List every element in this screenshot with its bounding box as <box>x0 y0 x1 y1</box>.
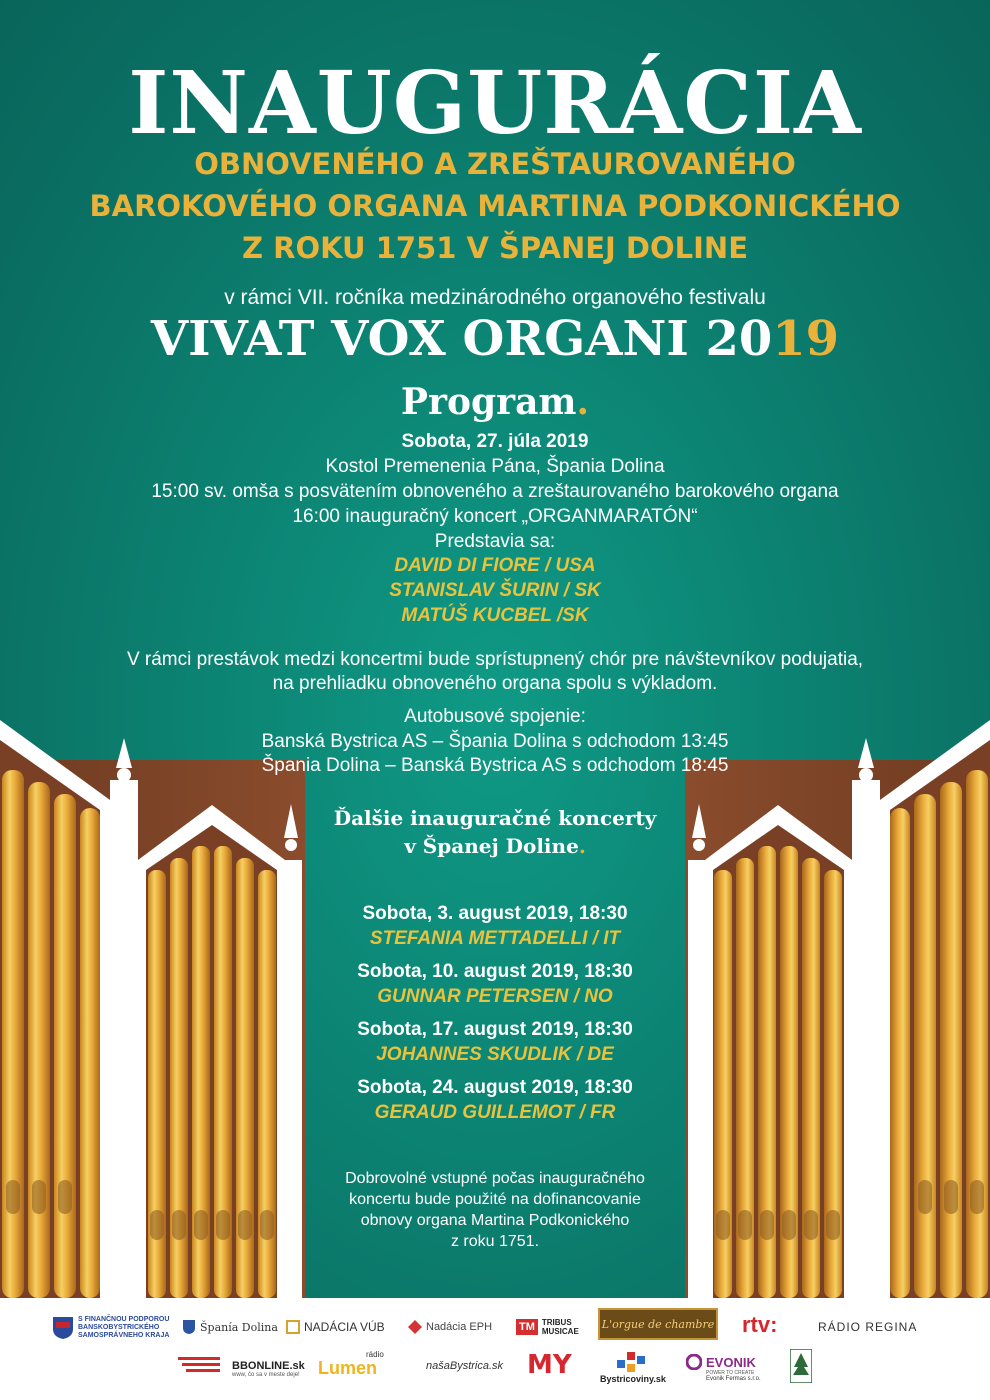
eph-diamond-icon <box>408 1320 422 1334</box>
concert-date: Sobota, 3. august 2019, 18:30 <box>362 903 628 924</box>
bystricoviny-squares-icon <box>613 1352 653 1374</box>
break-note-line-2: na prehliadku obnoveného organa spolu s výkladom. <box>272 673 718 694</box>
spania-dolina-logo <box>182 1316 278 1338</box>
spania-crest-icon <box>182 1319 196 1335</box>
bus-connection-2: Špania Dolina – Banská Bystrica AS s odchodom 18:45 <box>261 755 729 776</box>
subtitle-line-3: Z ROKU 1751 V ŠPANEJ DOLINE <box>241 231 749 265</box>
rtvs-logo <box>742 1310 777 1340</box>
my-text: MY <box>527 1350 572 1380</box>
concert-performer: GERAUD GUILLEMOT / FR <box>374 1102 616 1123</box>
concert-date: Sobota, 10. august 2019, 18:30 <box>357 961 633 982</box>
vub-mark-icon <box>286 1320 300 1334</box>
orgue-text: L'orgue de chambre <box>601 1317 715 1331</box>
forest-emblem-logo <box>790 1348 812 1384</box>
festival-name <box>0 310 990 368</box>
program-heading <box>0 380 990 424</box>
festival-year-suffix: 19 <box>772 311 840 367</box>
nadacia-vub-text: NADÁCIA VÚB <box>304 1320 385 1334</box>
further-heading-dot: . <box>578 834 586 858</box>
evonik-subtext: Evonik Fermas s.r.o. <box>706 1376 761 1382</box>
poster-title: INAUGURÁCIA <box>128 53 862 154</box>
donation-note-line: koncertu bude použité na dofinancovanie <box>349 1191 641 1208</box>
bbonline-stripes-logo <box>178 1354 220 1376</box>
performers-intro: Predstavia sa: <box>434 531 556 552</box>
donation-note <box>300 1168 690 1252</box>
bbsk-crest-icon <box>52 1316 74 1340</box>
donation-note-line: z roku 1751. <box>450 1233 540 1250</box>
concert-performer: JOHANNES SKUDLIK / DE <box>376 1044 614 1065</box>
tribus-musicae-logo <box>516 1314 579 1340</box>
performer-item: STANISLAV ŠURIN / SK <box>389 580 601 601</box>
bbonline-stripes-icon <box>178 1355 220 1375</box>
radio-regina-logo <box>818 1316 917 1338</box>
performer-item: MATÚŠ KUCBEL /SK <box>401 605 589 626</box>
nadacia-eph-text: Nadácia EPH <box>426 1321 493 1333</box>
evonik-tagline: POWER TO CREATE <box>706 1370 755 1376</box>
further-concerts-heading <box>0 804 990 860</box>
orgue-de-chambre-logo <box>598 1308 718 1340</box>
festival-name-text: VIVAT VOX ORGANI 20 <box>150 311 773 367</box>
nadacia-eph-logo <box>408 1316 492 1338</box>
bbsk-text-1: S FINANČNOU PODPOROU <box>78 1316 170 1323</box>
sponsors-strip <box>0 1298 990 1400</box>
program-date: Sobota, 27. júla 2019 <box>401 431 589 452</box>
program-heading-dot: . <box>576 381 590 423</box>
rtvs-text: rtv: <box>742 1312 778 1337</box>
further-heading-line-1: Ďalšie inauguračné koncerty <box>333 806 657 830</box>
program-mass: 15:00 sv. omša s posvätením obnoveného a zreštaurovaného barokového organa <box>151 481 839 502</box>
nadacia-vub-logo <box>286 1316 385 1338</box>
performer-item: DAVID DI FIORE / USA <box>394 555 596 576</box>
donation-note-line: obnovy organa Martina Podkonického <box>360 1212 630 1229</box>
bus-heading: Autobusové spojenie: <box>404 706 586 727</box>
tribus-tm-mark: TM <box>516 1319 538 1335</box>
further-heading-line-2-wrap <box>0 832 990 860</box>
evonik-text: EVONIK <box>706 1354 756 1370</box>
bbsk-logo <box>52 1314 169 1342</box>
bbsk-text-2: BANSKOBYSTRICKÉHO <box>78 1324 160 1331</box>
concert-date: Sobota, 17. august 2019, 18:30 <box>357 1019 633 1040</box>
concert-performer: STEFANIA METTADELLI / IT <box>369 928 621 949</box>
concert-performer: GUNNAR PETERSEN / NO <box>377 986 613 1007</box>
bystricoviny-text: Bystricoviny.sk <box>600 1374 666 1384</box>
bbonline-logo <box>232 1352 305 1386</box>
radio-lumen-logo <box>318 1350 398 1380</box>
tribus-text-2: MUSICAE <box>541 1327 579 1336</box>
lumen-text: Lumen <box>318 1358 378 1378</box>
bbonline-tagline: www, čo sa v meste deje! <box>232 1372 300 1378</box>
concert-date: Sobota, 24. august 2019, 18:30 <box>357 1077 633 1098</box>
subtitle-line-2: BAROKOVÉHO ORGANA MARTINA PODKONICKÉHO <box>89 189 901 223</box>
break-note-line-1: V rámci prestávok medzi koncertmi bude sprístupnený chór pre návštevníkov podujatia, <box>126 649 864 670</box>
lumen-small-text: rádio <box>366 1350 384 1359</box>
nasa-bystrica-logo <box>426 1356 503 1376</box>
evonik-logo <box>686 1348 761 1388</box>
evonik-mark-icon <box>686 1354 702 1370</box>
bbonline-text: BBONLINE.sk <box>232 1360 305 1372</box>
bus-connection-1: Banská Bystrica AS – Špania Dolina s odchodom 13:45 <box>261 731 729 752</box>
further-heading-line-2: v Španej Doline <box>404 834 579 858</box>
festival-intro: v rámci VII. ročníka medzinárodného organového festivalu <box>224 286 766 309</box>
program-concert: 16:00 inauguračný koncert „ORGANMARATÓN“ <box>292 506 698 527</box>
nasa-bystrica-text: našaBystrica.sk <box>426 1360 504 1372</box>
spania-dolina-text: Španía Dolina <box>200 1320 278 1334</box>
bystricoviny-logo <box>600 1348 666 1388</box>
tree-emblem-icon <box>790 1349 812 1383</box>
bbsk-text-3: SAMOSPRÁVNEHO KRAJA <box>78 1332 170 1339</box>
program-venue: Kostol Premenenia Pána, Špania Dolina <box>325 456 665 477</box>
my-logo <box>527 1348 572 1382</box>
tribus-text-1: TRIBUS <box>541 1318 572 1327</box>
program-heading-text: Program <box>400 381 577 423</box>
donation-note-line: Dobrovolné vstupné počas inauguračného <box>345 1170 645 1187</box>
radio-regina-text: RÁDIO REGINA <box>818 1320 918 1334</box>
subtitle-line-1: OBNOVENÉHO A ZREŠTAUROVANÉHO <box>194 147 796 181</box>
